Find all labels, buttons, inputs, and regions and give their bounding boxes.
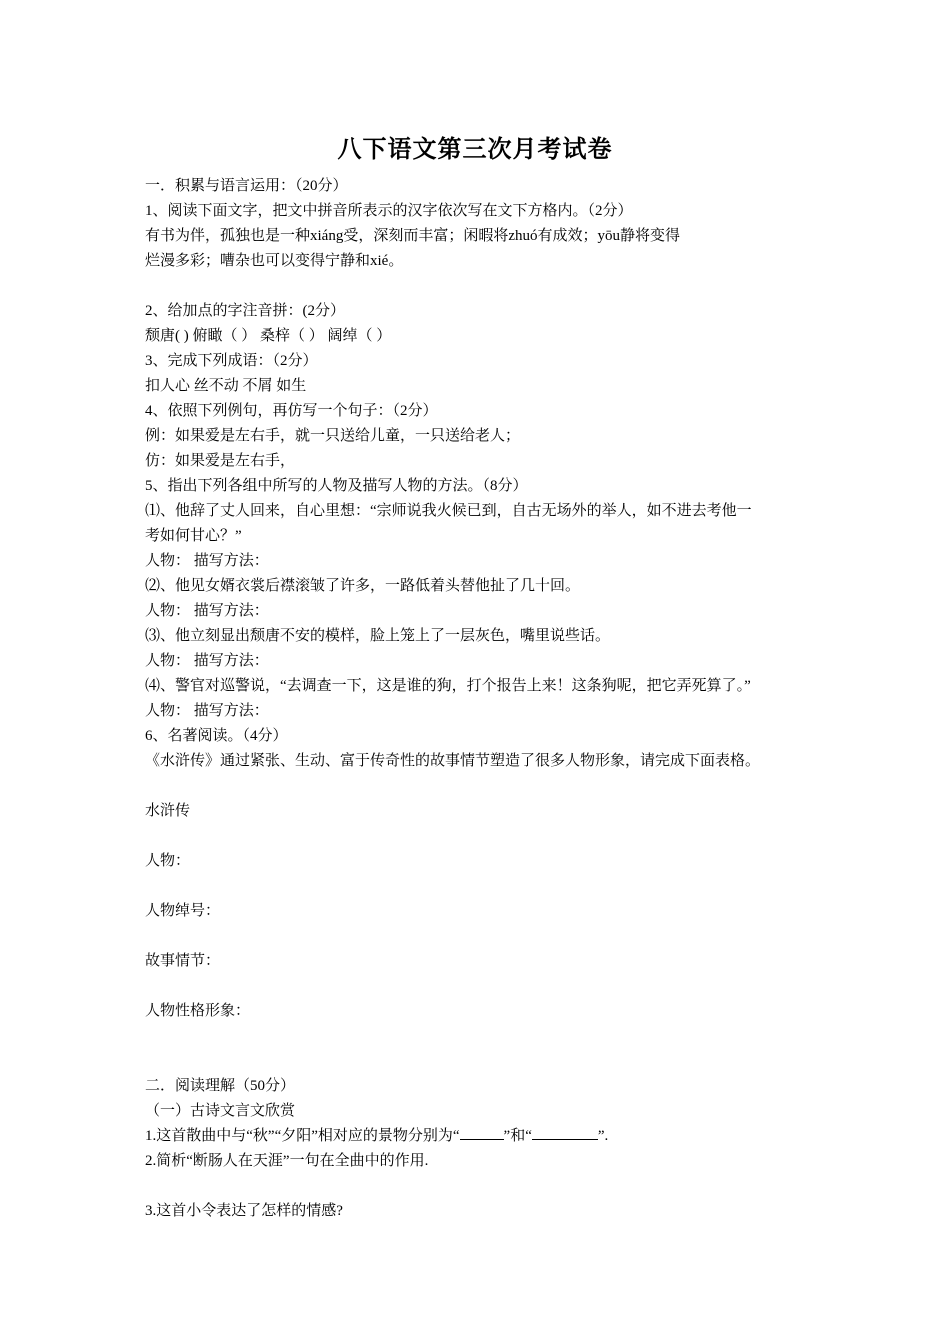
- spacer: [145, 1024, 815, 1074]
- spacer: [145, 1174, 815, 1199]
- q3-prompt: 3、完成下列成语：（2分）: [145, 353, 318, 369]
- q6-prompt: 6、名著阅读。（4分）: [145, 728, 288, 744]
- spacer: [145, 874, 815, 899]
- answer-blank-2[interactable]: [532, 1124, 598, 1140]
- section2-q2: 2.简析“断肠人在天涯”一句在全曲中的作用.: [145, 1153, 429, 1169]
- section1-heading: 一．积累与语言运用：（20分）: [145, 178, 348, 194]
- section2-sub1: （一）古诗文言文欣赏: [145, 1103, 296, 1119]
- spacer: [145, 974, 815, 999]
- section2-q1-prefix: 1.这首散曲中与“秋”“夕阳”相对应的景物分别为“: [145, 1128, 460, 1144]
- exam-content: [145, 174, 815, 1224]
- q5-item1-line2: 考如何甘心？”: [145, 528, 242, 544]
- section2-heading: 二．阅读理解（50分）: [145, 1078, 296, 1094]
- q1-prompt: 1、阅读下面文字，把文中拼音所表示的汉字依次写在文下方格内。（2分）: [145, 203, 633, 219]
- q5-answer-label-2: 人物： 描写方法：: [145, 603, 269, 619]
- q5-prompt: 5、指出下列各组中所写的人物及描写人物的方法。（8分）: [145, 478, 528, 494]
- q4-example: 例：如果爱是左右手，就一只送给儿童，一只送给老人；: [145, 428, 521, 444]
- q6-field-nickname: 人物绰号：: [145, 903, 221, 919]
- q6-field-character: 人物性格形象：: [145, 1003, 251, 1019]
- q5-item2: ⑵、他见女婿衣裳后襟滚皱了许多，一路低着头替他扯了几十回。: [145, 578, 581, 594]
- q5-item3: ⑶、他立刻显出颓唐不安的模样，脸上笼上了一层灰色，嘴里说些话。: [145, 628, 611, 644]
- q6-field-person: 人物：: [145, 853, 191, 869]
- section2-q1-suffix: ”.: [597, 1128, 609, 1144]
- q1-text-line2: 烂漫多彩；嘈杂也可以变得宁静和xié。: [145, 253, 404, 269]
- spacer: [145, 924, 815, 949]
- q6-book-title: 水浒传: [145, 803, 191, 819]
- section2-q1: [145, 1124, 815, 1149]
- spacer: [145, 774, 815, 799]
- q4-prompt: 4、依照下列例句，再仿写一个句子：（2分）: [145, 403, 438, 419]
- answer-blank-1[interactable]: [460, 1124, 504, 1140]
- q5-answer-label-4: 人物： 描写方法：: [145, 703, 269, 719]
- q5-item1-line1: ⑴、他辞了丈人回来，自心里想：“宗师说我火候已到，自古无场外的举人，如不进去考他一: [145, 503, 752, 519]
- q5-item4: ⑷、警官对巡警说，“去调查一下，这是谁的狗，打个报告上来！这条狗呢，把它弄死算了。”: [145, 678, 751, 694]
- q6-field-plot: 故事情节：: [145, 953, 221, 969]
- section2-q1-middle: ”和“: [503, 1128, 532, 1144]
- spacer: [145, 274, 815, 299]
- q3-items: 扣人心 丝不动 不屑 如生: [145, 378, 307, 394]
- section2-q3: 3.这首小令表达了怎样的情感?: [145, 1203, 343, 1219]
- q4-imitate: 仿：如果爱是左右手，: [145, 453, 296, 469]
- spacer: [145, 824, 815, 849]
- q2-items: 颓唐( ) 俯瞰（ ） 桑梓（ ） 阔绰（ ）: [145, 328, 392, 344]
- q6-text: 《水浒传》通过紧张、生动、富于传奇性的故事情节塑造了很多人物形象，请完成下面表格。: [145, 753, 761, 769]
- q2-prompt: 2、给加点的字注音拼：(2分）: [145, 303, 345, 319]
- q5-answer-label-3: 人物： 描写方法：: [145, 653, 269, 669]
- q1-text-line1: 有书为伴，孤独也是一种xiáng受，深刻而丰富；闲暇将zhuó有成效；yōu静将变得: [145, 228, 680, 244]
- q5-answer-label-1: 人物： 描写方法：: [145, 553, 269, 569]
- exam-title: 八下语文第三次月考试卷: [337, 137, 613, 163]
